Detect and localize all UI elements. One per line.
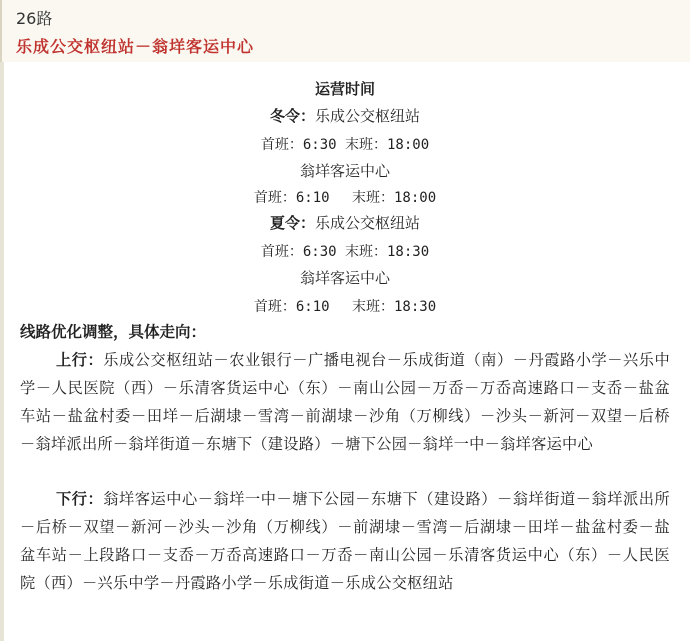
route-name: 乐成公交枢纽站－翁垟客运中心 <box>16 37 255 56</box>
summer-label: 夏令： <box>269 214 315 232</box>
winter-label: 冬令： <box>269 107 315 125</box>
down-route: 翁垟客运中心－翁垟一中－塘下公园－东塘下（建设路）－翁垟街道－翁垟派出所－后桥－双望－新河－沙头－沙角（万柳线）－前湖埭－雪湾－后湖埭－田垟－盐盆村委－盐盆车站－上段路口－支岙－万岙高速路口－万岙－南山公园－乐清客货运中心（东）－人民医院（西）－兴乐中学－丹霞路小学－乐成街道－乐成公交枢纽站 <box>20 490 670 592</box>
winter-stop1-times: 首班：6:30 末班：18:00 <box>260 137 430 153</box>
winter-stop2: 翁垟客运中心 <box>299 162 390 180</box>
down-route-paragraph <box>20 485 670 597</box>
summer-stop2-times: 首班：6:10 末班：18:30 <box>253 299 437 315</box>
adjustment-title: 线路优化调整，具体走向： <box>20 323 207 341</box>
winter-stop2-times: 首班：6:10 末班：18:00 <box>253 190 437 206</box>
down-label: 下行： <box>56 490 104 508</box>
winter-stop1: 乐成公交枢纽站 <box>315 107 421 125</box>
summer-stop2: 翁垟客运中心 <box>299 269 390 287</box>
summer-stop1: 乐成公交枢纽站 <box>315 214 421 232</box>
up-label: 上行： <box>56 351 104 369</box>
summer-stop1-line <box>0 212 690 233</box>
up-route: 乐成公交枢纽站－农业银行－广播电视台－乐成街道（南）－丹霞路小学－兴乐中学－人民医院（西）－乐清客货运中心（东）－南山公园－万岙－万岙高速路口－支岙－盐盆车站－盐盆村委－田垟－后湖埭－雪湾－前湖埭－沙角（万柳线）－沙头－新河－双望－后桥－翁垟派出所－翁垟街道－东塘下（建设路）－塘下公园－翁垟一中－翁垟客运中心 <box>20 351 670 453</box>
route-number: 26路 <box>16 9 53 28</box>
up-route-paragraph <box>20 346 670 458</box>
summer-stop1-times: 首班：6:30 末班：18:30 <box>260 244 430 260</box>
route-header <box>0 0 690 62</box>
winter-stop1-line <box>0 105 690 126</box>
schedule-title: 运营时间 <box>314 80 375 98</box>
